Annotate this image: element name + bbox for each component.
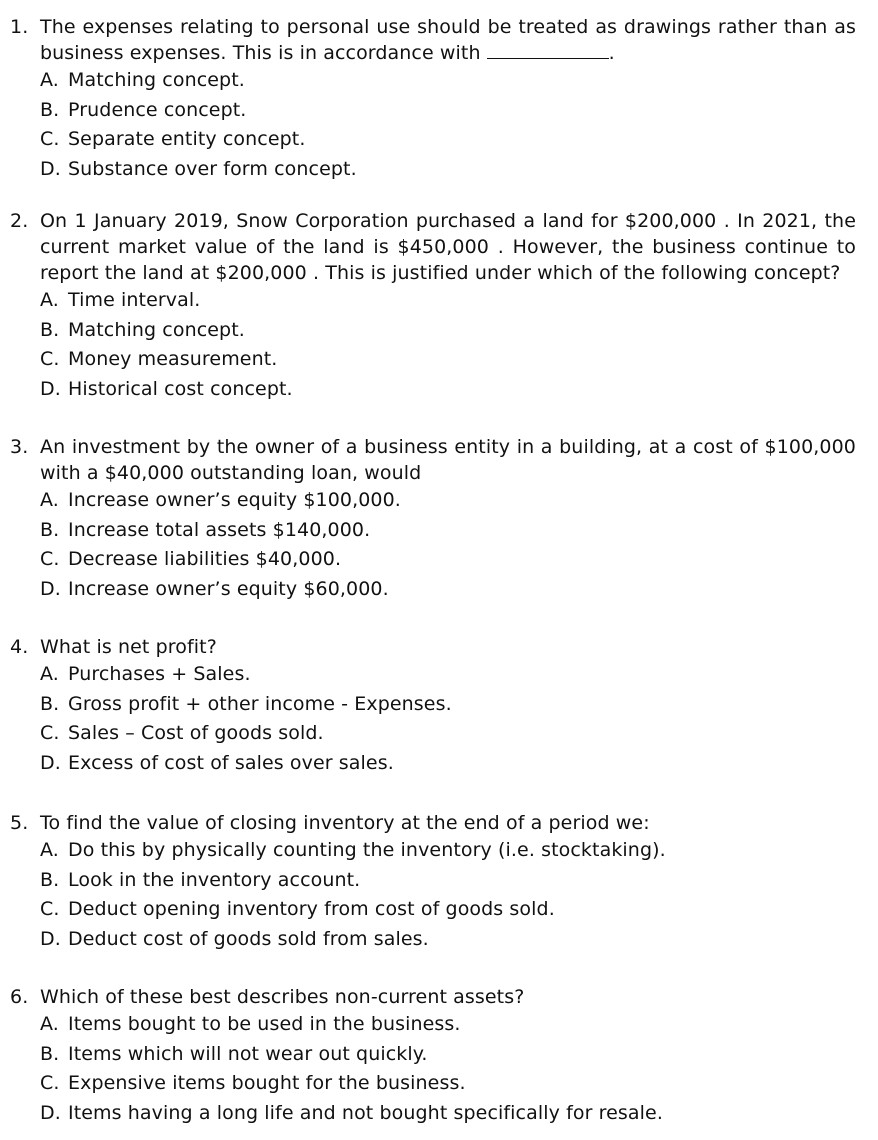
question-text: The expenses relating to personal use should be treated as drawings rather than as business expenses. This is in accordance with bbox=[40, 16, 856, 64]
option-letter: A. bbox=[40, 663, 59, 685]
option-a bbox=[0, 286, 878, 316]
option-c bbox=[0, 895, 878, 925]
option-text: Sales – Cost of goods sold. bbox=[68, 722, 324, 744]
question-1 bbox=[0, 14, 878, 184]
option-text: Decrease liabilities $40,000. bbox=[68, 548, 342, 570]
question-number: 1. bbox=[10, 16, 29, 38]
option-text: Do this by physically counting the inventory (i.e. stocktaking). bbox=[68, 839, 666, 861]
answer-blank bbox=[487, 42, 609, 59]
option-text: Items which will not wear out quickly. bbox=[68, 1042, 428, 1065]
option-c bbox=[0, 719, 878, 749]
option-c bbox=[0, 125, 878, 155]
option-letter: D. bbox=[40, 157, 61, 180]
option-letter: D. bbox=[40, 1101, 61, 1124]
option-letter: C. bbox=[40, 348, 60, 370]
option-b bbox=[0, 866, 878, 896]
option-list bbox=[0, 286, 878, 404]
option-text: Substance over form concept. bbox=[68, 157, 357, 180]
option-list bbox=[0, 836, 878, 954]
option-a bbox=[0, 1010, 878, 1040]
option-list bbox=[0, 660, 878, 778]
option-a bbox=[0, 836, 878, 866]
option-letter: A. bbox=[40, 489, 59, 511]
option-text: Increase total assets $140,000. bbox=[68, 518, 371, 541]
question-stem bbox=[0, 14, 878, 66]
option-c bbox=[0, 545, 878, 575]
option-letter: B. bbox=[40, 1042, 60, 1065]
option-text: Purchases + Sales. bbox=[68, 663, 251, 685]
option-b bbox=[0, 316, 878, 346]
option-b bbox=[0, 1040, 878, 1070]
option-text: Increase owner’s equity $100,000. bbox=[68, 489, 401, 511]
option-b bbox=[0, 96, 878, 126]
option-b bbox=[0, 516, 878, 546]
option-text: Items bought to be used in the business. bbox=[68, 1013, 461, 1035]
option-letter: C. bbox=[40, 722, 60, 744]
option-text: Prudence concept. bbox=[68, 98, 247, 121]
option-c bbox=[0, 1069, 878, 1099]
option-d bbox=[0, 925, 878, 955]
option-d bbox=[0, 575, 878, 605]
question-text: To find the value of closing inventory at the end of a period we: bbox=[40, 812, 650, 834]
option-text: Money measurement. bbox=[68, 348, 278, 370]
option-b bbox=[0, 690, 878, 720]
option-d bbox=[0, 749, 878, 779]
option-a bbox=[0, 660, 878, 690]
option-a bbox=[0, 66, 878, 96]
question-stem bbox=[0, 634, 878, 660]
option-letter: B. bbox=[40, 318, 60, 341]
option-letter: C. bbox=[40, 1072, 60, 1094]
option-text: Items having a long life and not bought specifically for resale. bbox=[68, 1101, 663, 1124]
option-letter: B. bbox=[40, 868, 60, 891]
option-text: Expensive items bought for the business. bbox=[68, 1072, 466, 1094]
question-5 bbox=[0, 810, 878, 954]
question-3 bbox=[0, 434, 878, 604]
question-text: What is net profit? bbox=[40, 636, 217, 658]
option-letter: C. bbox=[40, 548, 60, 570]
option-text: Look in the inventory account. bbox=[68, 868, 361, 891]
option-letter: C. bbox=[40, 898, 60, 920]
option-letter: A. bbox=[40, 1013, 59, 1035]
option-list bbox=[0, 486, 878, 604]
option-letter: D. bbox=[40, 577, 61, 600]
option-c bbox=[0, 345, 878, 375]
option-d bbox=[0, 155, 878, 185]
option-letter: B. bbox=[40, 692, 60, 715]
question-2 bbox=[0, 208, 878, 404]
option-d bbox=[0, 375, 878, 405]
question-number: 3. bbox=[10, 436, 29, 458]
question-text: An investment by the owner of a business entity in a building, at a cost of $100,000 with a $40,000 outstanding loan, would bbox=[40, 436, 856, 484]
question-number: 5. bbox=[10, 812, 29, 834]
option-text: Excess of cost of sales over sales. bbox=[68, 751, 394, 774]
option-text: Matching concept. bbox=[68, 318, 245, 341]
question-number: 6. bbox=[10, 986, 29, 1008]
option-letter: C. bbox=[40, 128, 60, 150]
question-text-end: . bbox=[608, 42, 615, 64]
option-text: Separate entity concept. bbox=[68, 128, 306, 150]
option-text: Deduct cost of goods sold from sales. bbox=[68, 927, 429, 950]
option-text: Matching concept. bbox=[68, 69, 245, 91]
question-stem bbox=[0, 434, 878, 486]
option-text: Deduct opening inventory from cost of goods sold. bbox=[68, 898, 555, 920]
option-letter: D. bbox=[40, 377, 61, 400]
question-stem bbox=[0, 984, 878, 1010]
option-letter: D. bbox=[40, 751, 61, 774]
question-text: On 1 January 2019, Snow Corporation purchased a land for $200,000 . In 2021, the current market value of the land is $450,000 . However, the business continue to report the land at $200,000 . This is justified under which of the following concept? bbox=[40, 210, 856, 284]
option-d bbox=[0, 1099, 878, 1129]
option-letter: A. bbox=[40, 69, 59, 91]
option-letter: A. bbox=[40, 839, 59, 861]
question-text: Which of these best describes non-current assets? bbox=[40, 986, 525, 1008]
question-6 bbox=[0, 984, 878, 1128]
option-letter: A. bbox=[40, 289, 59, 311]
question-stem bbox=[0, 810, 878, 836]
option-letter: D. bbox=[40, 927, 61, 950]
question-4 bbox=[0, 634, 878, 778]
option-text: Historical cost concept. bbox=[68, 377, 293, 400]
option-text: Time interval. bbox=[68, 289, 201, 311]
question-number: 2. bbox=[10, 210, 29, 232]
option-a bbox=[0, 486, 878, 516]
option-text: Gross profit + other income - Expenses. bbox=[68, 692, 452, 715]
question-number: 4. bbox=[10, 636, 29, 658]
option-list bbox=[0, 1010, 878, 1128]
option-list bbox=[0, 66, 878, 184]
option-letter: B. bbox=[40, 98, 60, 121]
question-stem bbox=[0, 208, 878, 286]
option-letter: B. bbox=[40, 518, 60, 541]
option-text: Increase owner’s equity $60,000. bbox=[68, 577, 389, 600]
